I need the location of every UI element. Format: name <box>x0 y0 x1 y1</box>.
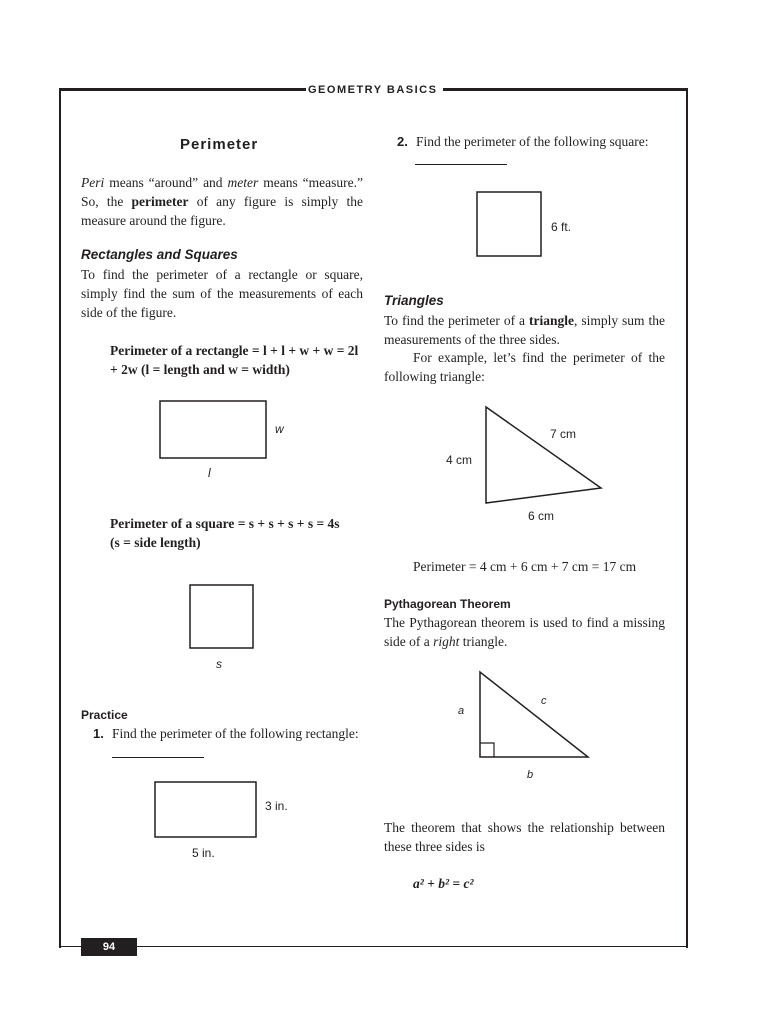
frame-right-rule <box>686 88 688 948</box>
triangle-label-left: 4 cm <box>446 453 473 467</box>
triangle-perimeter-result: Perimeter = 4 cm + 6 cm + 7 cm = 17 cm <box>413 559 637 574</box>
question-2-answer-blank[interactable] <box>415 164 507 165</box>
triangles-text-1: To find the perimeter of a <box>384 313 529 328</box>
pythagorean-text-1: The Pythagorean theorem is used to find a missing side of a <box>384 615 665 649</box>
intro-meter: meter <box>227 175 259 190</box>
frame-top-rule-left <box>59 88 306 91</box>
right-triangle-diagram <box>470 665 595 765</box>
triangle-label-hypotenuse: 7 cm <box>550 427 577 441</box>
frame-bottom-rule <box>59 946 688 947</box>
rectangles-heading: Rectangles and Squares <box>81 247 238 262</box>
intro-text-2: means “measure.” So, the <box>81 175 363 209</box>
square-label-s: s <box>216 657 222 671</box>
intro-text-1: means “around” and <box>104 175 228 190</box>
intro-perimeter-term: perimeter <box>131 194 189 209</box>
right-triangle-label-c: c <box>541 695 547 707</box>
practice-square-diagram <box>470 185 550 265</box>
triangles-paragraph <box>384 311 665 349</box>
triangle-shape <box>486 407 601 503</box>
triangles-heading: Triangles <box>384 293 444 308</box>
running-head: GEOMETRY BASICS <box>308 84 438 96</box>
page-title: Perimeter <box>180 136 259 153</box>
pythagorean-heading: Pythagorean Theorem <box>384 597 511 611</box>
pythagorean-formula: a² + b² = c² <box>413 876 474 891</box>
triangles-example: For example, let’s find the perimeter of the following triangle: <box>384 350 665 384</box>
intro-peri: Peri <box>81 175 105 190</box>
pythagorean-text-2: triangle. <box>459 634 508 649</box>
rectangles-paragraph: To find the perimeter of a rectangle or square, simply find the sum of the measurements of each side of the figure. <box>81 267 363 320</box>
rectangle-diagram <box>150 395 290 485</box>
question-2-number: 2. <box>397 134 408 149</box>
intro-text-3: of any figure is simply the measure around the figure. <box>81 194 363 228</box>
triangles-text-2: , simply sum the measurements of the three sides. <box>384 313 665 347</box>
right-triangle-label-b: b <box>527 769 534 781</box>
square-formula-line2: (s = side length) <box>110 535 201 550</box>
practice-square-shape <box>477 192 541 256</box>
square-formula-line1: Perimeter of a square = s + s + s + s = 4s <box>110 516 340 531</box>
practice-heading: Practice <box>81 708 128 722</box>
frame-left-rule <box>59 88 61 948</box>
question-2-text: Find the perimeter of the following square: <box>416 134 649 149</box>
pythagorean-paragraph <box>384 613 665 651</box>
triangle-diagram <box>475 400 615 510</box>
rectangle-formula: Perimeter of a rectangle = l + l + w + w = 2l + 2w (l = length and w = width) <box>110 343 359 377</box>
question-1-text: Find the perimeter of the following rectangle: <box>112 726 359 741</box>
pythagorean-relationship: The theorem that shows the relationship between these three sides is <box>384 820 665 854</box>
pythagorean-right-term: right <box>433 634 460 649</box>
triangle-label-base: 6 cm <box>528 509 555 523</box>
triangles-term: triangle <box>529 313 574 328</box>
square-shape <box>190 585 253 648</box>
rectangle-shape <box>160 401 266 458</box>
rectangle-label-l: l <box>208 466 211 480</box>
intro-paragraph <box>81 173 363 230</box>
practice-rectangle-diagram <box>150 776 265 844</box>
frame-top-rule-right <box>443 88 688 91</box>
practice-rectangle-length-label: 5 in. <box>192 846 215 860</box>
right-angle-marker <box>480 743 494 757</box>
right-triangle-shape <box>480 672 588 757</box>
practice-square-side-label: 6 ft. <box>551 220 572 234</box>
question-1-number: 1. <box>93 726 104 741</box>
square-diagram <box>185 580 260 655</box>
practice-rectangle-width-label: 3 in. <box>265 799 288 813</box>
rectangle-label-w: w <box>275 422 284 436</box>
page-number: 94 <box>81 938 137 956</box>
practice-rectangle-shape <box>155 782 256 837</box>
right-triangle-label-a: a <box>458 705 465 717</box>
question-1-answer-blank[interactable] <box>112 757 204 758</box>
